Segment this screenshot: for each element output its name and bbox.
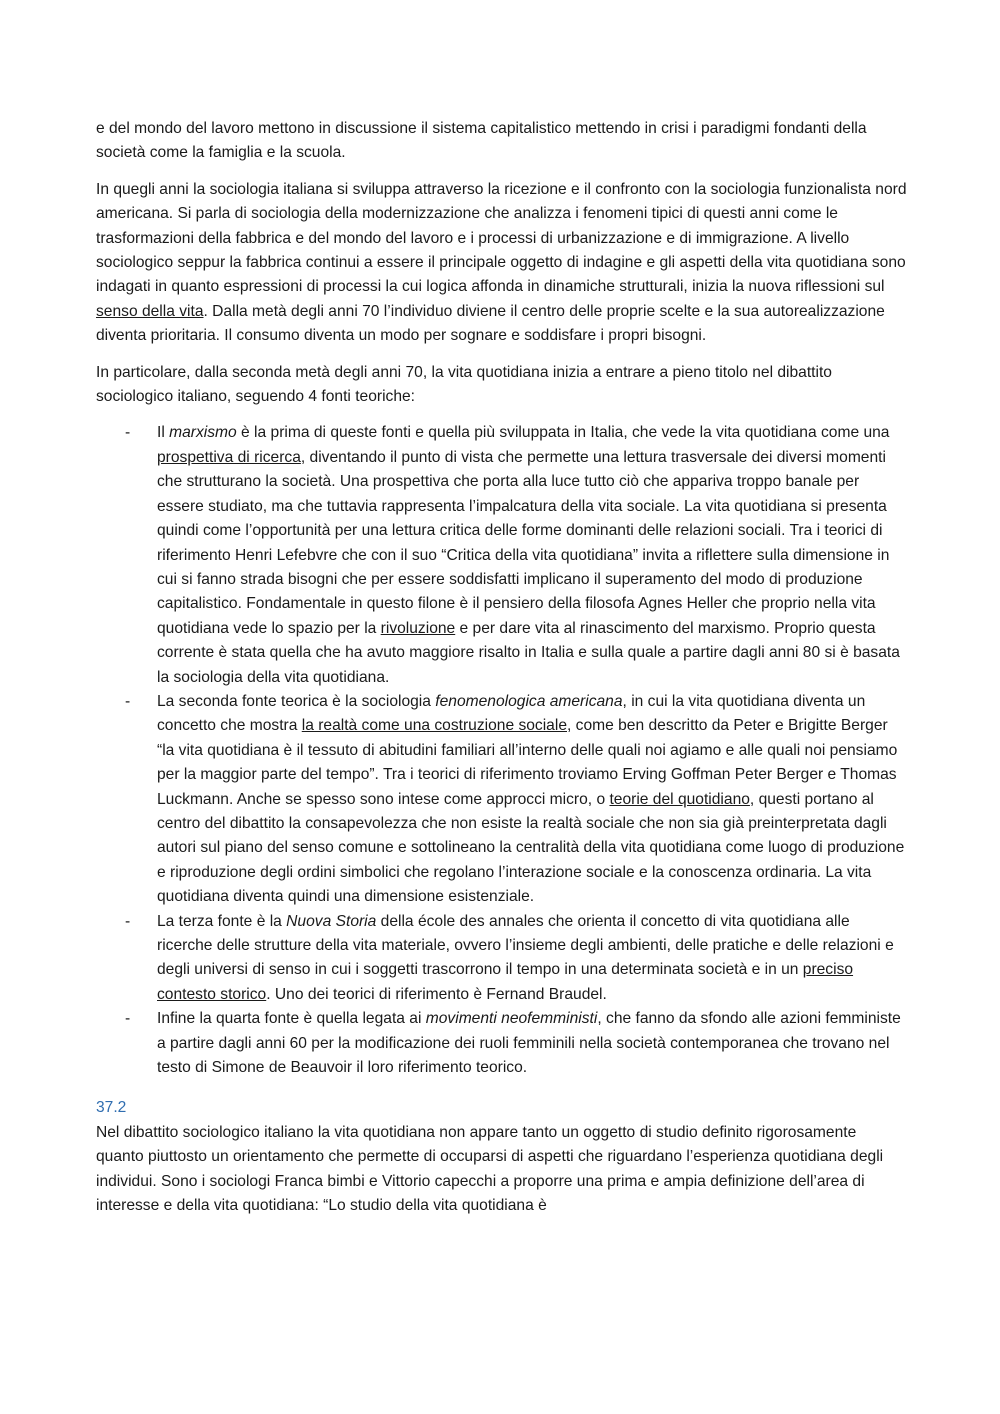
item-text: . Uno dei teorici di riferimento è Fernand Braudel.: [266, 985, 607, 1003]
item-text: , in cui la vita quotidiana diventa un concetto che mostra: [157, 692, 866, 735]
item-text: è la prima di queste fonti e quella più sviluppata in Italia, che vede la vita quotidiana come una: [236, 424, 890, 442]
item-text: Infine la quarta fonte è quella legata ai: [157, 1010, 426, 1028]
paragraph-text: . Dalla metà degli anni 70 l’individuo diviene il centro delle proprie scelte e la sua autorealizzazione diventa prioritaria. Il consumo diventa un modo per sognare e soddisfare i propri bisogni.: [96, 302, 885, 345]
section-heading: 37.2: [96, 1099, 127, 1117]
underlined-phrase: preciso contesto storico: [157, 961, 854, 1003]
underlined-phrase: teorie del quotidiano: [609, 790, 750, 808]
dash-bullet: -: [125, 692, 131, 710]
item-text: La terza fonte è la: [157, 912, 287, 930]
paragraph-text: In quegli anni la sociologia italiana si sviluppa attraverso la ricezione e il confronto con la sociologia funzionalista nord americana. Si parla di sociologia della modernizzazione che analizza i fenomeni tipici di questi anni come le trasformazioni della fabbrica e del mondo del lavoro e i processi di urbanizzazione e di immigrazione. A livello sociologico seppur la fabbrica continui a essere il principale oggetto di indagine e gli aspetti della vita quotidiana sono indagati in quanto espressioni di processi la cui logica affonda in dinamiche strutturali, inizia la nuova riflessioni sul: [96, 180, 907, 296]
dash-bullet: -: [125, 912, 131, 930]
list-item-neofeminism: [96, 1007, 908, 1080]
italic-term: fenomenologica americana: [435, 692, 623, 710]
item-text: Il: [157, 424, 170, 442]
theoretical-sources-list: [96, 421, 908, 1080]
paragraph-sociology-italy: [96, 178, 908, 349]
item-text: , come ben descritto da Peter e Brigitte Berger “la vita quotidiana è il tessuto di abitudini familiari all’interno delle quali noi agiamo e alle quali noi pensiamo per la maggior parte del tempo”. Tra i teorici di riferimento troviamo Erving Goffman Peter Berger e Thomas Luckmann. Anche se spesso sono intese come approcci micro, o: [157, 717, 898, 808]
underlined-phrase: rivoluzione: [380, 619, 456, 637]
dash-bullet: -: [125, 1010, 131, 1028]
paragraph-text: e del mondo del lavoro mettono in discussione il sistema capitalistico mettendo in crisi i paradigmi fondanti della società come la famiglia e la scuola.: [96, 120, 867, 162]
italic-term: Nuova Storia: [286, 912, 377, 930]
list-item-phenomenology: [96, 690, 908, 910]
paragraph-four-sources: [96, 361, 908, 410]
item-text: , questi portano al centro del dibattito la consapevolezza che non esiste la realtà sociale che non sia già preinterpretata dagli autori sul piano del senso comune e sottolineano la centralità della vita quotidiana come luogo di produzione e riproduzione degli ordini simbolici che regolano l’interazione sociale e la conoscenza ordinaria. La vita quotidiana diventa quindi una dimensione esistenziale.: [157, 790, 905, 906]
item-text: della école des annales che orienta il concetto di vita quotidiana alle ricerche delle strutture della vita materiale, ovvero l’insieme degli ambienti, delle pratiche e delle relazioni e degli universi di senso in cui i soggetti trascorrono il tempo in una determinata società e in un: [157, 912, 894, 979]
italic-term: marxismo: [169, 424, 237, 442]
italic-term: movimenti neofemministi: [425, 1010, 598, 1028]
item-text: e per dare vita al rinascimento del marxismo. Proprio questa corrente è stata quella che ha avuto maggiore risalto in Italia e sulla quale a partire dagli anni 80 si è basata la sociologia della vita quotidiana.: [157, 619, 900, 686]
paragraph-text: Nel dibattito sociologico italiano la vita quotidiana non appare tanto un oggetto di studio definito rigorosamente quanto piuttosto un orientamento che permette di occuparsi di aspetti che riguardano l’esperienza quotidiana degli individui. Sono i sociologi Franca bimbi e Vittorio capecchi a proporre una prima e ampia definizione dell’area di interesse e della vita quotidiana: “Lo studio della vita quotidiana è: [96, 1123, 884, 1215]
underlined-phrase: senso della vita: [96, 302, 204, 320]
item-text: La seconda fonte teorica è la sociologia: [157, 692, 436, 710]
paragraph-section-text: [96, 1121, 908, 1219]
paragraph-text: In particolare, dalla seconda metà degli anni 70, la vita quotidiana inizia a entrare a pieno titolo nel dibattito sociologico italiano, seguendo 4 fonti teoriche:: [96, 363, 832, 406]
underlined-phrase: la realtà come una costruzione sociale: [301, 717, 567, 735]
underlined-phrase: prospettiva di ricerca: [157, 448, 301, 466]
list-item-new-history: [96, 910, 908, 1008]
item-text: , che fanno da sfondo alle azioni femministe a partire dagli anni 60 per la modificazione dei ruoli femminili nella società contemporanea che trovano nel testo di Simone de Beauvoir il loro riferimento teorico.: [157, 1010, 901, 1077]
list-item-marxism: [96, 421, 908, 689]
document-body: [96, 117, 908, 1218]
paragraph-intro: [96, 117, 908, 166]
dash-bullet: -: [125, 424, 131, 442]
item-text: , diventando il punto di vista che permette una lettura trasversale dei diversi momenti che strutturano la società. Una prospettiva che porta alla luce tutto ciò che appariva troppo banale per essere studiato, ma che tuttavia rappresenta l’impalcatura della vita sociale. La vita quotidiana si presenta quindi come l’opportunità per una lettura critica delle forme dominanti delle relazioni sociali. Tra i teorici di riferimento Henri Lefebvre che con il suo “Critica della vita quotidiana” invita a riflettere sulla dimensione in cui si fanno strada bisogni che per essere soddisfatti implicano il superamento del modo di produzione capitalistico. Fondamentale in questo filone è il pensiero della filosofa Agnes Heller che proprio nella vita quotidiana vede lo spazio per la: [157, 448, 890, 637]
